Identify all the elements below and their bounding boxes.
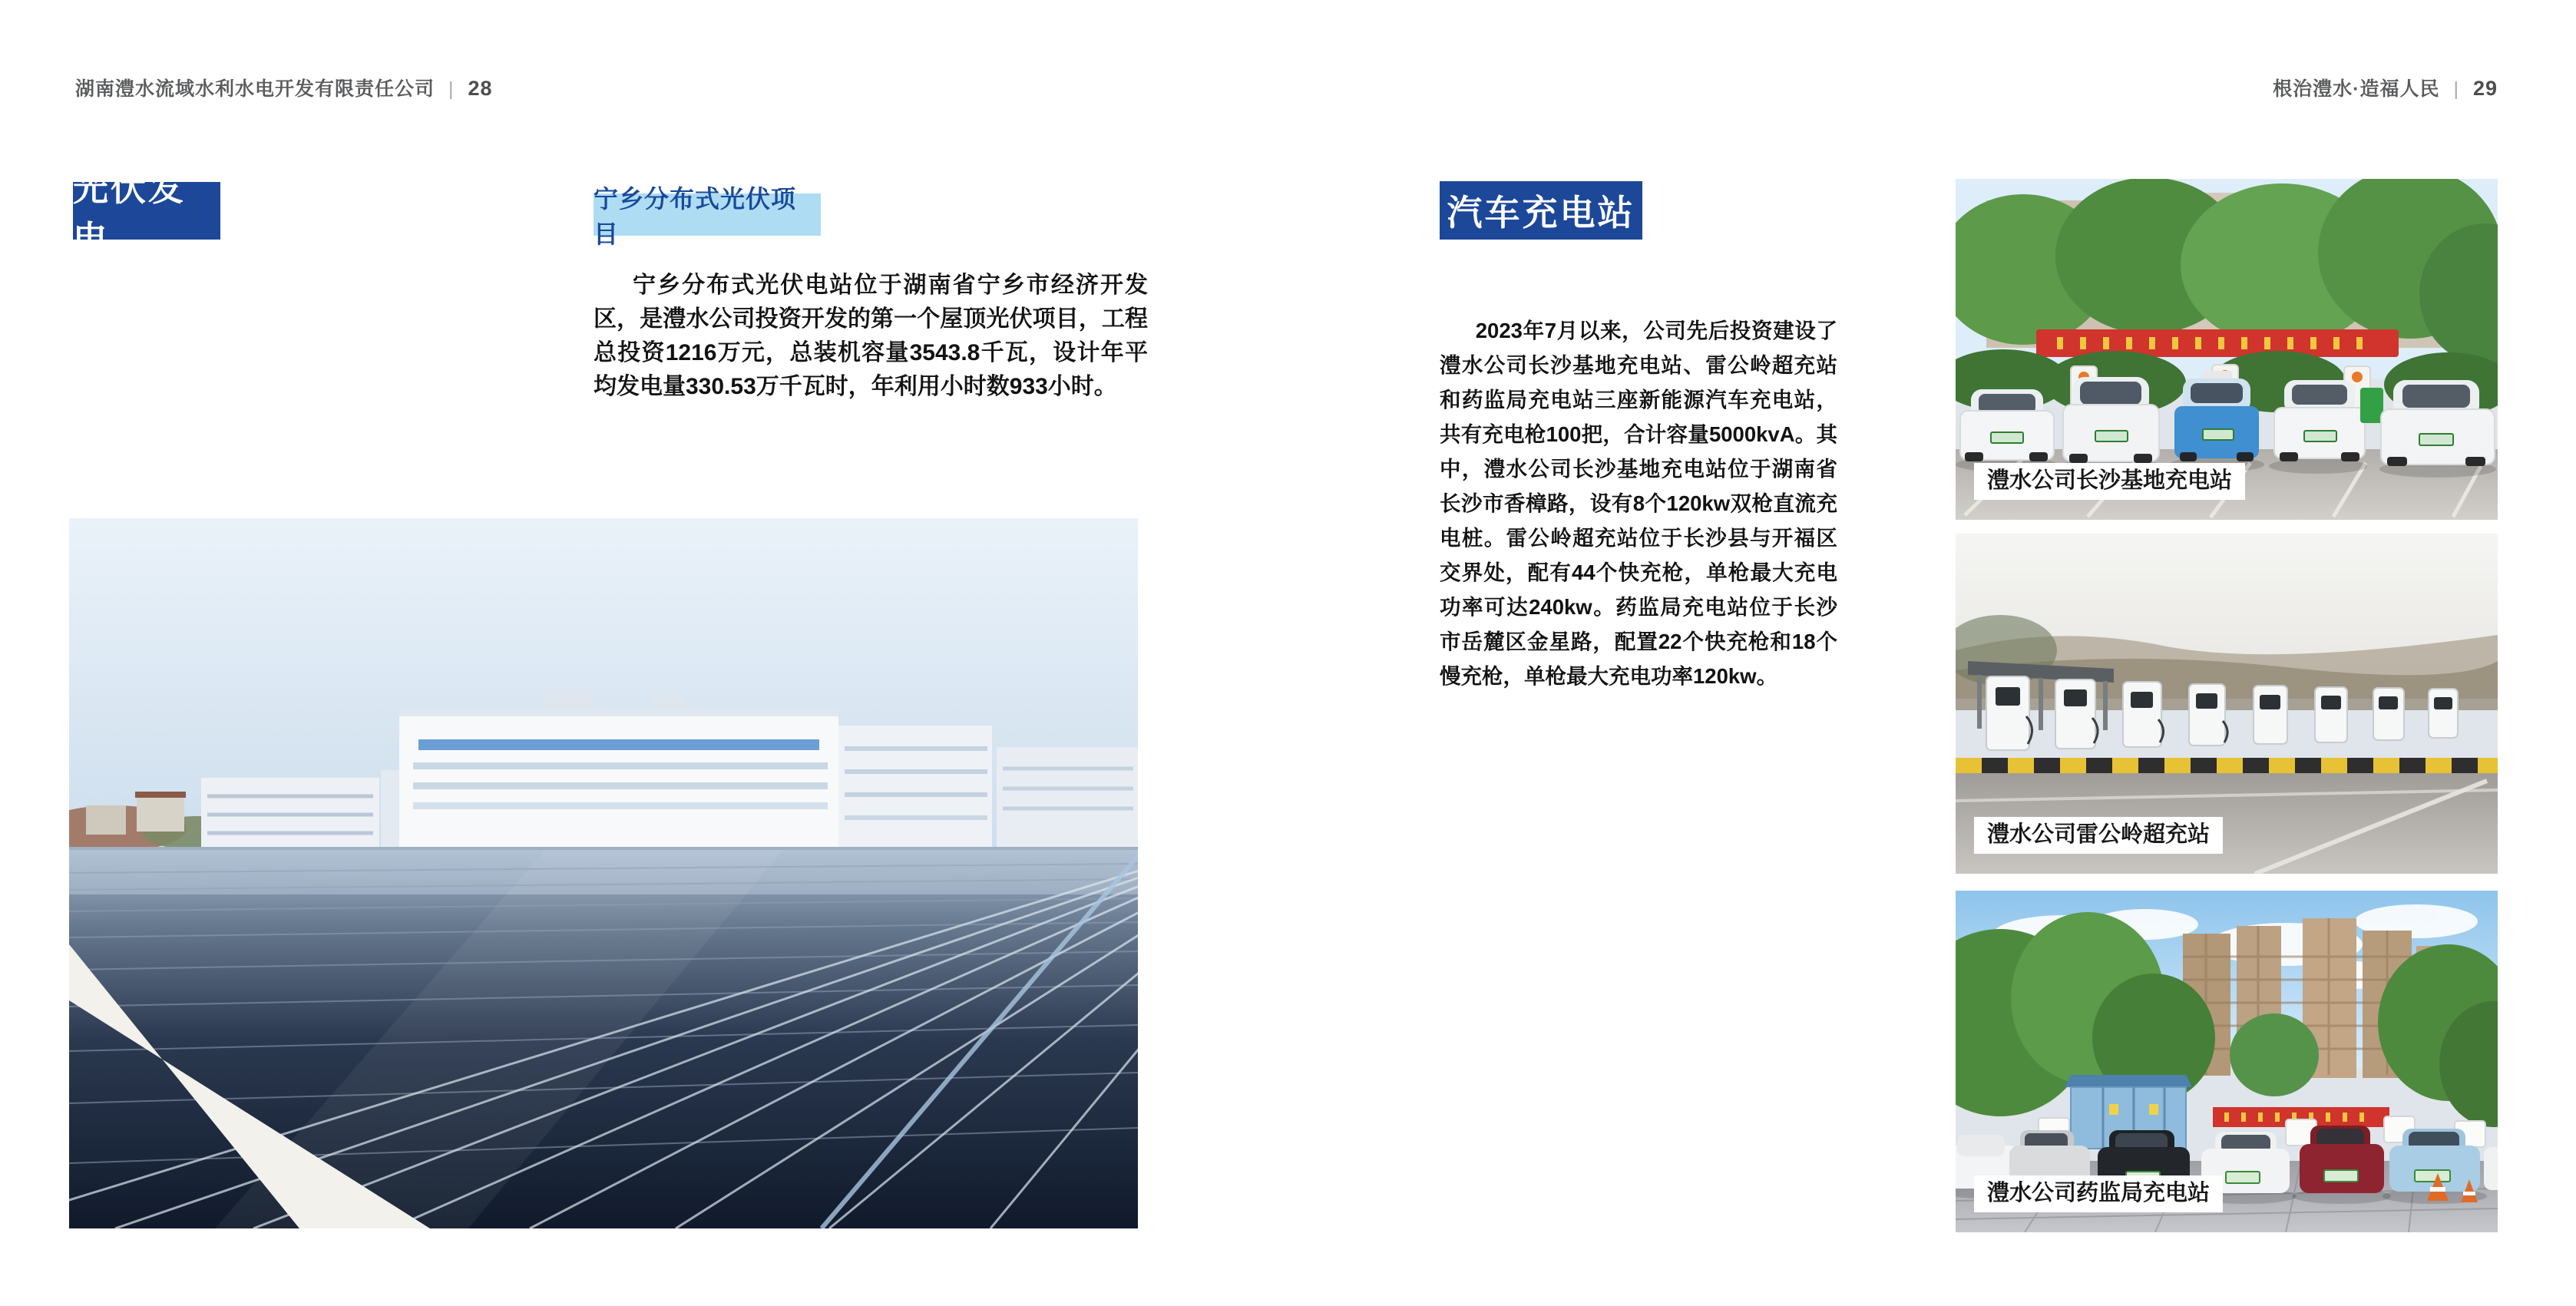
company-name: 湖南澧水流域水利水电开发有限责任公司 xyxy=(75,78,435,100)
solar-photo-illustration xyxy=(69,518,1138,1228)
solar-panel-array xyxy=(69,810,1138,1228)
photo-caption-changsha-base: 澧水公司长沙基地充电站 xyxy=(1974,463,2245,500)
section-title-photovoltaic: 光伏发电 xyxy=(73,182,220,240)
page-number-left: 28 xyxy=(468,77,493,100)
trash-bin xyxy=(2360,388,2383,423)
section-title-ev-charging: 汽车充电站 xyxy=(1440,181,1642,240)
leigongling-station-photo xyxy=(1956,534,2498,874)
changsha-base-station-photo xyxy=(1956,179,2498,520)
header-separator: | xyxy=(2453,78,2459,100)
slogan: 根治澧水·造福人民 xyxy=(2273,78,2440,100)
red-banner xyxy=(2036,329,2399,357)
photovoltaic-paragraph: 宁乡分布式光伏电站位于湖南省宁乡市经济开发区，是澧水公司投资开发的第一个屋顶光伏项目，工程总投资1216万元，总装机容量3543.8千瓦，设计年平均发电量330.53万千瓦时，年利用小时数933小时。 xyxy=(594,273,1148,399)
striped-curb xyxy=(1956,758,2498,773)
photo-caption-leigongling: 澧水公司雷公岭超充站 xyxy=(1974,817,2223,854)
rooftop-solar-photo xyxy=(69,518,1138,1228)
charger-cabinets xyxy=(1986,676,2458,750)
yaojianju-station-photo xyxy=(1956,891,2498,1232)
running-header-right xyxy=(2273,74,2498,101)
photo-caption-yaojianju: 澧水公司药监局充电站 xyxy=(1974,1175,2223,1212)
project-title-tag: 宁乡分布式光伏项目 xyxy=(594,193,821,236)
running-header-left xyxy=(75,74,493,101)
header-separator: | xyxy=(448,78,455,100)
ev-charging-paragraph: 2023年7月以来，公司先后投资建设了澧水公司长沙基地充电站、雷公岭超充站和药监局充电站三座新能源汽车充电站，共有充电枪100把，合计容量5000kvA。其中，澧水公司长沙基地充电站位于湖南省长沙市香樟路，设有8个120kw双枪直流充电桩。雷公岭超充站位于长沙县与开福区交界处，配有44个快充枪，单枪最大充电功率可达240kw。药监局充电站位于长沙市岳麓区金星路，配置22个快充枪和18个慢充枪，单枪最大充电功率120kw。 xyxy=(1440,319,1837,688)
page-number-right: 29 xyxy=(2472,77,2498,100)
